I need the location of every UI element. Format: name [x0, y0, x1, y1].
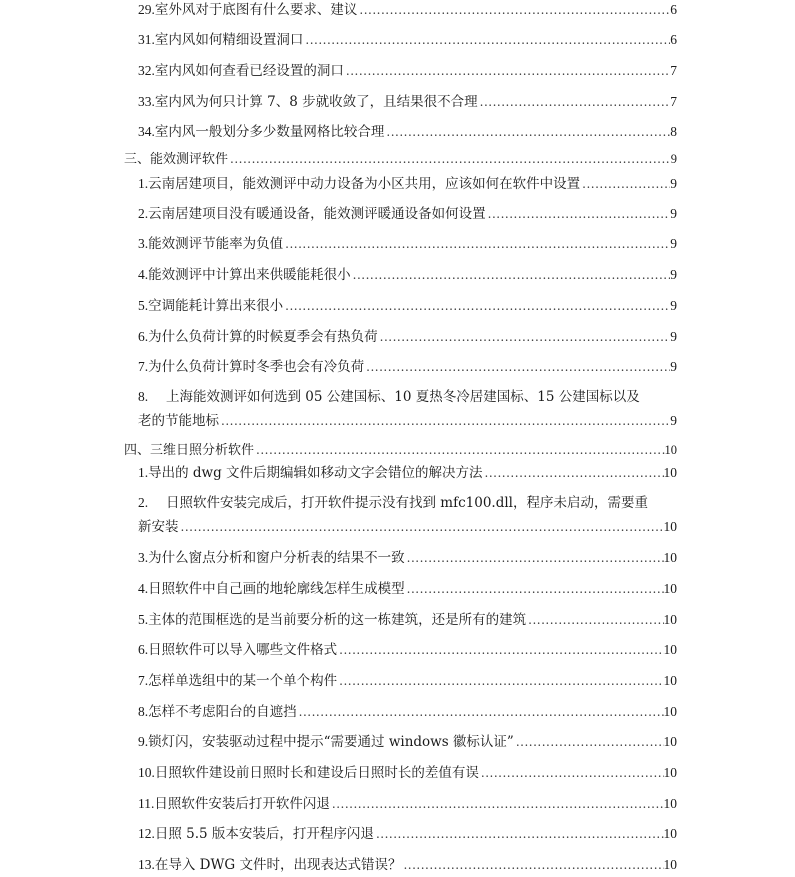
toc-entry[interactable] [138, 761, 677, 781]
toc-entry[interactable] [138, 822, 677, 842]
toc-entry[interactable] [138, 172, 677, 192]
toc-entry-page: 9 [670, 236, 677, 251]
toc-entry-number: 2. [138, 206, 149, 221]
toc-entry-continuation[interactable] [138, 515, 677, 535]
toc-section-page: 10 [664, 443, 677, 457]
toc-entry[interactable] [138, 28, 677, 48]
toc-entry-number: 3. [138, 236, 149, 251]
toc-entry-title: 怎样单选组中的某一个单个构件 [148, 673, 338, 689]
dot-leader [351, 268, 671, 282]
toc-entry[interactable] [138, 120, 677, 140]
toc-entry-page: 9 [670, 413, 677, 428]
dot-leader [514, 735, 664, 749]
dot-leader [283, 237, 670, 251]
toc-entry-title: 怎样不考虑阳台的自遮挡 [148, 704, 297, 720]
toc-section-title: 三维日照分析软件 [150, 443, 255, 458]
toc-entry-page: 10 [663, 642, 677, 657]
toc-entry-title: 锁灯闪，安装驱动过程中提示“需要通过 windows 徽标认证” [148, 734, 514, 750]
toc-entry[interactable] [138, 546, 677, 566]
toc-entry-page: 10 [663, 612, 677, 627]
toc-entry-page: 9 [670, 329, 677, 344]
toc-entry-title: 上海能效测评如何选到 05 公建国标、10 夏热冬冷居建国标、15 公建国标以及 [166, 389, 640, 405]
toc-entry-title: 室内风如何查看已经设置的洞口 [154, 63, 344, 79]
dot-leader [330, 797, 664, 811]
toc-entry-page: 10 [663, 673, 677, 688]
toc-entry[interactable] [138, 325, 677, 345]
dot-leader [344, 64, 670, 78]
dot-leader [337, 674, 663, 688]
toc-entry-number: 8. [138, 704, 149, 719]
toc-section-heading[interactable] [124, 439, 677, 458]
toc-section-number: 四、 [124, 442, 151, 457]
toc-entry-page: 8 [670, 124, 677, 139]
toc-entry-number: 6. [138, 329, 149, 344]
toc-entry-number: 34. [138, 124, 155, 139]
toc-entry-number: 3. [138, 550, 149, 565]
toc-entry-title: 主体的范围框选的是当前要分析的这一栋建筑，还是所有的建筑 [148, 612, 527, 628]
toc-entry-title: 为什么负荷计算时冬季也会有冷负荷 [148, 359, 365, 375]
dot-leader [384, 125, 670, 139]
toc-entry-number: 32. [138, 63, 155, 78]
toc-entry-title: 云南居建项目，能效测评中动力设备为小区共用，应该如何在软件中设置 [148, 176, 581, 192]
toc-entry-title: 日照软件建设前日照时长和建设后日照时长的差值有误 [154, 765, 479, 781]
toc-entry-title: 导出的 dwg 文件后期编辑如移动文字会错位的解决方法 [148, 465, 483, 481]
toc-entry-title-continued: 新安装 [138, 519, 179, 535]
toc-entry-page: 10 [663, 704, 677, 719]
toc-entry-number: 33. [138, 94, 155, 109]
toc-entry-page: 7 [670, 63, 677, 78]
toc-entry-number: 5. [138, 612, 149, 627]
toc-entry[interactable] [138, 294, 677, 314]
toc-entry-number: 8. [138, 389, 149, 404]
toc-entry-title: 日照软件安装后打开软件闪退 [154, 796, 330, 812]
toc-entry-title: 为什么负荷计算的时候夏季会有热负荷 [148, 329, 378, 345]
dot-leader [228, 152, 671, 166]
toc-entry-page: 10 [663, 734, 677, 749]
toc-entry[interactable] [138, 577, 677, 597]
dot-leader [297, 705, 664, 719]
toc-entry-title-continued: 老的节能地标 [138, 413, 219, 429]
dot-leader [254, 443, 664, 457]
toc-entry-number: 5. [138, 298, 149, 313]
toc-entry-page: 10 [663, 765, 677, 780]
toc-section-number: 三、 [124, 151, 151, 166]
toc-entry[interactable] [138, 730, 677, 750]
toc-section-heading[interactable] [124, 148, 677, 167]
toc-entry-title: 日照 5.5 版本安装后，打开程序闪退 [154, 826, 374, 842]
dot-leader [479, 766, 664, 780]
toc-entry-page: 9 [670, 206, 677, 221]
toc-entry-title: 日照软件安装完成后，打开软件提示没有找到 mfc100.dll，程序未启动，需要重 [166, 495, 648, 511]
dot-leader [483, 466, 664, 480]
dot-leader [478, 95, 671, 109]
toc-entry[interactable] [138, 491, 677, 511]
dot-leader [357, 3, 670, 17]
toc-entry-number: 31. [138, 32, 155, 47]
toc-entry-page: 9 [670, 267, 677, 282]
dot-leader [283, 299, 670, 313]
toc-entry-title: 室内风如何精细设置洞口 [154, 32, 304, 48]
toc-entry-page: 10 [663, 826, 677, 841]
toc-entry-page: 10 [663, 465, 677, 480]
toc-entry-page: 10 [663, 519, 677, 534]
toc-entry-number: 11. [138, 796, 155, 811]
toc-entry-title: 能效测评中计算出来供暖能耗很小 [148, 267, 351, 283]
toc-entry[interactable] [138, 90, 677, 110]
toc-entry-page: 7 [670, 94, 677, 109]
dot-leader [401, 858, 663, 872]
toc-entry-continuation[interactable] [138, 409, 677, 429]
toc-section-title: 能效测评软件 [150, 152, 229, 167]
toc-entry[interactable] [138, 853, 677, 873]
toc-entry-number: 4. [138, 581, 149, 596]
toc-entry[interactable] [138, 638, 677, 658]
toc-entry-page: 9 [670, 176, 677, 191]
toc-entry[interactable] [138, 608, 677, 628]
toc-entry-page: 6 [670, 2, 677, 17]
toc-entry[interactable] [138, 202, 677, 222]
toc-entry-title: 室内风一般划分多少数量网格比较合理 [154, 124, 385, 140]
toc-entry-title: 空调能耗计算出来很小 [148, 298, 284, 314]
toc-entry[interactable] [138, 385, 677, 405]
toc-entry-title: 日照软件可以导入哪些文件格式 [148, 642, 338, 658]
toc-entry[interactable] [138, 700, 677, 720]
toc-entry[interactable] [138, 263, 677, 283]
dot-leader [179, 520, 664, 534]
toc-entry-number: 29. [138, 2, 155, 17]
toc-entry-number: 13. [138, 857, 155, 872]
dot-leader [364, 360, 670, 374]
dot-leader [405, 582, 664, 596]
toc-entry[interactable] [138, 792, 677, 812]
toc-entry-title: 室外风对于底图有什么要求、建议 [154, 2, 358, 18]
toc-entry-title: 云南居建项目没有暖通设备，能效测评暖通设备如何设置 [148, 206, 486, 222]
toc-entry[interactable] [138, 59, 677, 79]
toc-entry-page: 6 [670, 32, 677, 47]
toc-entry-title: 在导入 DWG 文件时，出现表达式错误？ [154, 857, 402, 873]
toc-entry-number: 4. [138, 267, 149, 282]
toc-section-page: 9 [670, 152, 677, 166]
dot-leader [374, 827, 664, 841]
toc-entry[interactable] [138, 0, 677, 18]
toc-entry[interactable] [138, 461, 677, 481]
dot-leader [219, 414, 670, 428]
dot-leader [526, 613, 663, 627]
toc-entry-number: 2. [138, 495, 149, 510]
toc-entry-page: 9 [670, 298, 677, 313]
toc-entry-page: 9 [670, 359, 677, 374]
toc-entry-number: 1. [138, 176, 149, 191]
dot-leader [378, 330, 671, 344]
dot-leader [337, 643, 663, 657]
toc-entry[interactable] [138, 232, 677, 252]
toc-entry-page: 10 [663, 550, 677, 565]
dot-leader [486, 207, 671, 221]
dot-leader [405, 551, 664, 565]
toc-entry-page: 10 [663, 857, 677, 872]
dot-leader [580, 177, 670, 191]
toc-entry-number: 9. [138, 734, 149, 749]
toc-entry-title: 能效测评节能率为负值 [148, 236, 284, 252]
toc-entry[interactable] [138, 669, 677, 689]
toc-entry-number: 6. [138, 642, 149, 657]
toc-entry-title: 为什么窗点分析和窗户分析表的结果不一致 [148, 550, 405, 566]
toc-entry-page: 10 [663, 581, 677, 596]
toc-entry-page: 10 [663, 796, 677, 811]
toc-entry-title: 室内风为何只计算 7、8 步就收敛了，且结果很不合理 [154, 94, 478, 110]
toc-entry-number: 7. [138, 359, 149, 374]
toc-entry-number: 10. [138, 765, 155, 780]
toc-entry[interactable] [138, 355, 677, 375]
toc-entry-title: 日照软件中自己画的地轮廓线怎样生成模型 [148, 581, 405, 597]
toc-entry-number: 1. [138, 465, 149, 480]
toc-entry-number: 12. [138, 826, 155, 841]
toc-entry-number: 7. [138, 673, 149, 688]
dot-leader [303, 33, 670, 47]
